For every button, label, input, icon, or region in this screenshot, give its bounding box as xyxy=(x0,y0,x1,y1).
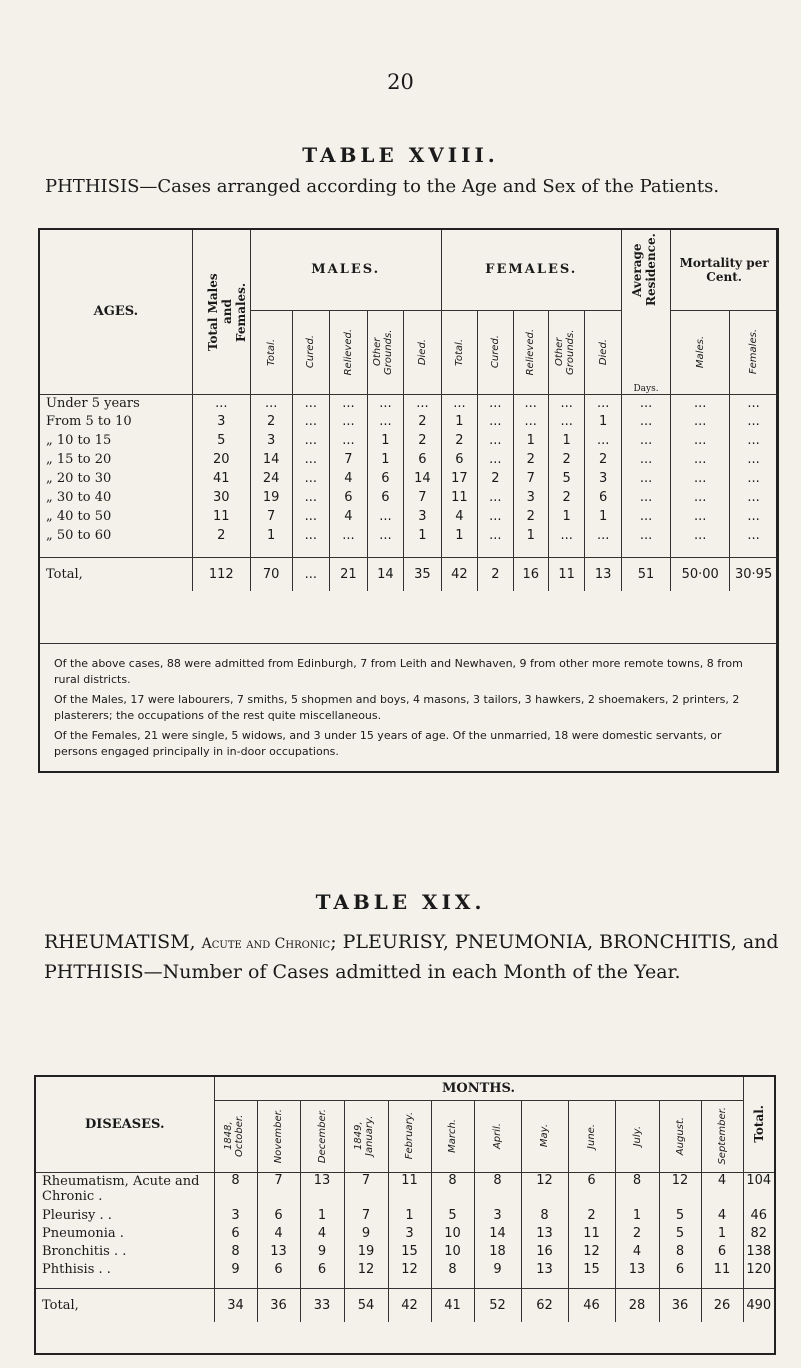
value-cell: 8 xyxy=(474,1172,521,1206)
value-cell: 30 xyxy=(192,488,250,507)
value-cell: 8 xyxy=(431,1172,474,1206)
f-total-header: Total. xyxy=(453,338,465,366)
disease-cell: Rheumatism, Acute and Chronic . xyxy=(36,1172,214,1206)
value-cell: ... xyxy=(330,526,368,545)
value-cell: ... xyxy=(621,431,670,450)
value-cell: ... xyxy=(250,394,292,412)
age-cell: „ 15 to 20 xyxy=(40,450,192,469)
table-row xyxy=(36,1242,774,1260)
value-cell: 2 xyxy=(513,507,548,526)
total-cell: ... xyxy=(292,557,330,591)
value-cell: ... xyxy=(671,488,730,507)
value-cell: 3 xyxy=(250,431,292,450)
value-cell: 1 xyxy=(300,1206,344,1224)
value-cell: ... xyxy=(367,394,403,412)
month-header: March. xyxy=(447,1119,458,1153)
total-cell: 41 xyxy=(431,1288,474,1322)
total-label: Total, xyxy=(40,557,192,591)
total-cell: 34 xyxy=(214,1288,257,1322)
table-18-grid xyxy=(40,230,777,591)
value-cell: 14 xyxy=(250,450,292,469)
total-cell: 16 xyxy=(513,557,548,591)
value-cell: ... xyxy=(747,528,760,543)
value-cell: 7 xyxy=(330,450,368,469)
f-cured-header: Cured. xyxy=(489,335,501,369)
value-cell: 1 xyxy=(585,412,621,431)
value-cell: 3 xyxy=(474,1206,521,1224)
m-other-header: Other Grounds. xyxy=(372,329,395,375)
value-cell: 19 xyxy=(250,488,292,507)
value-cell: ... xyxy=(671,450,730,469)
value-cell: 41 xyxy=(192,469,250,488)
value-cell: 3 xyxy=(404,507,442,526)
total-cell: 62 xyxy=(521,1288,568,1322)
value-cell: 1 xyxy=(513,431,548,450)
table-19-grid xyxy=(36,1077,774,1322)
table-row xyxy=(40,394,777,412)
value-cell: 6 xyxy=(300,1260,344,1278)
table-row-total xyxy=(40,557,777,591)
month-header: April. xyxy=(492,1122,503,1150)
value-cell: 11 xyxy=(388,1172,431,1206)
value-cell: 18 xyxy=(474,1242,521,1260)
age-cell: „ 10 to 15 xyxy=(40,431,192,450)
value-cell: ... xyxy=(548,412,584,431)
value-cell: 12 xyxy=(344,1260,388,1278)
value-cell: ... xyxy=(671,431,730,450)
diseases-header: DISEASES. xyxy=(36,1077,214,1172)
value-cell: 5 xyxy=(192,431,250,450)
total-cell: 36 xyxy=(659,1288,701,1322)
value-cell: 1 xyxy=(513,526,548,545)
total-cell: 42 xyxy=(388,1288,431,1322)
value-cell: 1 xyxy=(367,450,403,469)
value-cell: ... xyxy=(292,488,330,507)
value-cell: 12 xyxy=(568,1242,615,1260)
total-cell: 42 xyxy=(441,557,477,591)
value-cell: 6 xyxy=(659,1260,701,1278)
value-cell: 6 xyxy=(367,488,403,507)
age-cell: „ 50 to 60 xyxy=(40,526,192,545)
avg-residence-header: Average Residence. xyxy=(630,233,659,307)
value-cell: 1 xyxy=(367,431,403,450)
value-cell: 13 xyxy=(521,1224,568,1242)
value-cell: 8 xyxy=(431,1260,474,1278)
value-cell: 11 xyxy=(441,488,477,507)
value-cell: 4 xyxy=(615,1242,659,1260)
total-cell: 33 xyxy=(300,1288,344,1322)
table-row-total xyxy=(36,1288,774,1322)
table-19-title: TABLE XIX. xyxy=(315,890,486,914)
value-cell: ... xyxy=(478,431,513,450)
value-cell: 6 xyxy=(701,1242,743,1260)
total-cell: 14 xyxy=(367,557,403,591)
value-cell: ... xyxy=(747,395,760,411)
table-18 xyxy=(38,228,779,773)
value-cell: 2 xyxy=(548,488,584,507)
value-cell: ... xyxy=(478,526,513,545)
table-row xyxy=(40,431,777,450)
value-cell: 6 xyxy=(367,469,403,488)
table-row xyxy=(40,507,777,526)
mort-females-header: Females. xyxy=(748,329,760,375)
disease-cell: Pleurisy . . xyxy=(36,1206,214,1224)
value-cell: 4 xyxy=(441,507,477,526)
value-cell: 6 xyxy=(257,1260,300,1278)
value-cell: ... xyxy=(513,394,548,412)
value-cell: 7 xyxy=(344,1172,388,1206)
value-cell: ... xyxy=(367,526,403,545)
note-females: Of the Females, 21 were single, 5 widows, and 3 under 15 years of age. Of the unmarried, 18 were domestic servants, or persons engaged principally in in-door occupations. xyxy=(54,729,722,758)
females-header: FEMALES. xyxy=(441,230,621,310)
value-cell: ... xyxy=(671,394,730,412)
value-cell: ... xyxy=(747,490,760,505)
table-row xyxy=(36,1260,774,1278)
value-cell: 5 xyxy=(431,1206,474,1224)
age-cell: Under 5 years xyxy=(40,394,192,412)
age-cell: „ 20 to 30 xyxy=(40,469,192,488)
age-cell: „ 30 to 40 xyxy=(40,488,192,507)
value-cell: 8 xyxy=(659,1242,701,1260)
value-cell: ... xyxy=(478,412,513,431)
value-cell: ... xyxy=(513,412,548,431)
value-cell: 2 xyxy=(404,412,442,431)
value-cell: ... xyxy=(621,394,670,412)
table-row xyxy=(40,412,777,431)
table-row xyxy=(36,1224,774,1242)
value-cell: ... xyxy=(585,394,621,412)
value-cell: ... xyxy=(292,507,330,526)
value-cell: ... xyxy=(367,412,403,431)
value-cell: 13 xyxy=(615,1260,659,1278)
value-cell: ... xyxy=(747,509,760,524)
month-header: September. xyxy=(716,1107,728,1165)
value-cell: 15 xyxy=(568,1260,615,1278)
total-cell: 490 xyxy=(743,1288,774,1322)
value-cell: 1 xyxy=(585,507,621,526)
value-cell: ... xyxy=(671,526,730,545)
value-cell: 6 xyxy=(404,450,442,469)
page-number: 20 xyxy=(387,70,414,94)
value-cell: ... xyxy=(478,507,513,526)
value-cell: 14 xyxy=(404,469,442,488)
value-cell: 13 xyxy=(257,1242,300,1260)
total-cell: 52 xyxy=(474,1288,521,1322)
table-18-subtitle: PHTHISIS—Cases arranged according to the Age and Sex of the Patients. xyxy=(45,176,720,197)
value-cell: 6 xyxy=(585,488,621,507)
total-cell: 112 xyxy=(192,557,250,591)
value-cell: 1 xyxy=(388,1206,431,1224)
value-cell: 4 xyxy=(701,1206,743,1224)
value-cell: ... xyxy=(747,452,760,467)
value-cell: ... xyxy=(671,469,730,488)
value-cell: ... xyxy=(330,431,368,450)
value-cell: 7 xyxy=(250,507,292,526)
disease-cell: Phthisis . . xyxy=(36,1260,214,1278)
value-cell: ... xyxy=(585,431,621,450)
value-cell: 104 xyxy=(746,1172,772,1188)
value-cell: 12 xyxy=(388,1260,431,1278)
value-cell: 15 xyxy=(388,1242,431,1260)
value-cell: ... xyxy=(330,412,368,431)
value-cell: 8 xyxy=(615,1172,659,1206)
value-cell: 2 xyxy=(250,412,292,431)
m-died-header: Died. xyxy=(416,338,428,366)
value-cell: 5 xyxy=(659,1224,701,1242)
value-cell: 7 xyxy=(344,1206,388,1224)
age-cell: „ 40 to 50 xyxy=(40,507,192,526)
value-cell: ... xyxy=(621,488,670,507)
total-cell: 51 xyxy=(621,557,670,591)
total-cell: 46 xyxy=(568,1288,615,1322)
value-cell: 5 xyxy=(548,469,584,488)
table-row xyxy=(40,450,777,469)
value-cell: 5 xyxy=(659,1206,701,1224)
value-cell: 120 xyxy=(746,1261,772,1277)
value-cell: ... xyxy=(621,507,670,526)
value-cell: 1 xyxy=(441,412,477,431)
total-cell: 54 xyxy=(344,1288,388,1322)
value-cell: 8 xyxy=(214,1172,257,1206)
value-cell: 17 xyxy=(441,469,477,488)
month-header: December. xyxy=(316,1108,328,1164)
value-cell: 6 xyxy=(441,450,477,469)
value-cell: 3 xyxy=(214,1206,257,1224)
value-cell: 1 xyxy=(701,1224,743,1242)
value-cell: 10 xyxy=(431,1242,474,1260)
total-cell: 13 xyxy=(585,557,621,591)
value-cell: 1 xyxy=(441,526,477,545)
table-19-subtitle: RHEUMATISM, Acute and Chronic; PLEURISY, PNEUMONIA, BRONCHITIS, and PHTHISIS—Number of Cases admitted in each Month of the Year. xyxy=(44,931,779,983)
value-cell: ... xyxy=(192,394,250,412)
value-cell: 1 xyxy=(548,431,584,450)
value-cell: ... xyxy=(585,526,621,545)
value-cell: ... xyxy=(747,471,760,486)
month-header: July. xyxy=(631,1125,643,1147)
value-cell: 16 xyxy=(521,1242,568,1260)
value-cell: 20 xyxy=(192,450,250,469)
value-cell: ... xyxy=(548,394,584,412)
total-cell: 35 xyxy=(404,557,442,591)
value-cell: 11 xyxy=(701,1260,743,1278)
males-header: MALES. xyxy=(250,230,441,310)
value-cell: ... xyxy=(292,450,330,469)
value-cell: 9 xyxy=(300,1242,344,1260)
value-cell: 1 xyxy=(250,526,292,545)
value-cell: 10 xyxy=(431,1224,474,1242)
disease-cell: Pneumonia . xyxy=(36,1224,214,1242)
total-cell: 36 xyxy=(257,1288,300,1322)
total-cell: 30·95 xyxy=(730,557,777,591)
ages-header: AGES. xyxy=(40,230,192,394)
value-cell: 3 xyxy=(513,488,548,507)
value-cell: 9 xyxy=(214,1260,257,1278)
total-cell: 28 xyxy=(615,1288,659,1322)
value-cell: 2 xyxy=(441,431,477,450)
value-cell: ... xyxy=(671,412,730,431)
value-cell: ... xyxy=(292,394,330,412)
value-cell: ... xyxy=(548,526,584,545)
value-cell: 11 xyxy=(192,507,250,526)
value-cell: 6 xyxy=(568,1172,615,1206)
table-row xyxy=(40,526,777,545)
table-18-notes xyxy=(40,643,777,764)
total-label: Total, xyxy=(36,1288,214,1322)
value-cell: ... xyxy=(330,394,368,412)
table-row xyxy=(40,469,777,488)
month-header: June. xyxy=(586,1123,597,1149)
value-cell: ... xyxy=(621,412,670,431)
value-cell: 12 xyxy=(659,1172,701,1206)
value-cell: 2 xyxy=(585,450,621,469)
value-cell: 2 xyxy=(478,469,513,488)
value-cell: 2 xyxy=(513,450,548,469)
value-cell: 6 xyxy=(330,488,368,507)
total-mf-header: Total Males and Females. xyxy=(206,272,249,351)
total-header: Total. xyxy=(751,1105,766,1144)
value-cell: 2 xyxy=(192,526,250,545)
note-males: Of the Males, 17 were labourers, 7 smiths, 5 shopmen and boys, 4 masons, 3 tailors, 3 hawkers, 2 shoemakers, 2 printers, 2 plasterers; the occupations of the rest quite miscellaneous. xyxy=(54,693,740,722)
value-cell: 3 xyxy=(585,469,621,488)
value-cell: ... xyxy=(621,526,670,545)
month-header: 1849, January. xyxy=(353,1115,375,1157)
value-cell: ... xyxy=(367,507,403,526)
value-cell: 24 xyxy=(250,469,292,488)
value-cell: 2 xyxy=(404,431,442,450)
m-cured-header: Cured. xyxy=(305,335,317,369)
value-cell: 19 xyxy=(344,1242,388,1260)
value-cell: 13 xyxy=(521,1260,568,1278)
value-cell: 3 xyxy=(388,1224,431,1242)
value-cell: ... xyxy=(671,507,730,526)
table-18-title: TABLE XVIII. xyxy=(302,143,499,167)
value-cell: 9 xyxy=(344,1224,388,1242)
f-relieved-header: Relieved. xyxy=(525,328,537,376)
value-cell: 4 xyxy=(300,1224,344,1242)
table-row xyxy=(36,1206,774,1224)
value-cell: ... xyxy=(478,394,513,412)
total-cell: 11 xyxy=(548,557,584,591)
table-19 xyxy=(34,1075,776,1355)
table-row xyxy=(36,1172,774,1206)
value-cell: ... xyxy=(621,450,670,469)
value-cell: 82 xyxy=(750,1225,768,1241)
m-relieved-header: Relieved. xyxy=(342,328,354,376)
f-died-header: Died. xyxy=(597,338,609,366)
mortality-header: Mortality per Cent. xyxy=(671,230,777,310)
mort-males-header: Males. xyxy=(694,335,706,369)
value-cell: ... xyxy=(747,414,760,429)
value-cell: ... xyxy=(292,412,330,431)
value-cell: 1 xyxy=(404,526,442,545)
value-cell: 8 xyxy=(214,1242,257,1260)
value-cell: 4 xyxy=(257,1224,300,1242)
value-cell: 138 xyxy=(746,1243,772,1259)
value-cell: 46 xyxy=(750,1207,768,1223)
m-total-header: Total. xyxy=(265,338,277,366)
total-cell: 21 xyxy=(330,557,368,591)
value-cell: 3 xyxy=(192,412,250,431)
value-cell: ... xyxy=(292,526,330,545)
value-cell: ... xyxy=(747,433,760,448)
total-cell: 2 xyxy=(478,557,513,591)
value-cell: ... xyxy=(621,469,670,488)
f-other-header: Other Grounds. xyxy=(553,329,576,375)
month-header: February. xyxy=(404,1112,415,1160)
month-header: 1848, October. xyxy=(222,1114,245,1158)
value-cell: ... xyxy=(478,450,513,469)
value-cell: 7 xyxy=(257,1172,300,1206)
value-cell: 6 xyxy=(257,1206,300,1224)
value-cell: 7 xyxy=(513,469,548,488)
value-cell: 2 xyxy=(568,1206,615,1224)
total-cell: 26 xyxy=(701,1288,743,1322)
note-origin: Of the above cases, 88 were admitted from Edinburgh, 7 from Leith and Newhaven, 9 from other more remote towns, 8 from rural districts. xyxy=(54,657,743,686)
month-header: May. xyxy=(539,1124,550,1148)
days-header: Days. xyxy=(621,310,670,394)
month-header: August. xyxy=(674,1116,686,1156)
value-cell: 2 xyxy=(548,450,584,469)
age-cell: From 5 to 10 xyxy=(40,412,192,431)
value-cell: 6 xyxy=(214,1224,257,1242)
value-cell: 9 xyxy=(474,1260,521,1278)
value-cell: 4 xyxy=(330,469,368,488)
table-row xyxy=(40,488,777,507)
value-cell: 4 xyxy=(701,1172,743,1206)
value-cell: ... xyxy=(404,394,442,412)
value-cell: 7 xyxy=(404,488,442,507)
value-cell: 2 xyxy=(615,1224,659,1242)
value-cell: 1 xyxy=(548,507,584,526)
total-cell: 70 xyxy=(250,557,292,591)
value-cell: 12 xyxy=(521,1172,568,1206)
value-cell: 13 xyxy=(300,1172,344,1206)
total-cell: 50·00 xyxy=(671,557,730,591)
disease-cell: Bronchitis . . xyxy=(36,1242,214,1260)
value-cell: 4 xyxy=(330,507,368,526)
months-header: MONTHS. xyxy=(214,1077,743,1100)
value-cell: ... xyxy=(292,431,330,450)
value-cell: 1 xyxy=(615,1206,659,1224)
month-header: November. xyxy=(273,1108,284,1164)
value-cell: 11 xyxy=(568,1224,615,1242)
value-cell: ... xyxy=(292,469,330,488)
value-cell: ... xyxy=(478,488,513,507)
value-cell: 8 xyxy=(521,1206,568,1224)
value-cell: 14 xyxy=(474,1224,521,1242)
value-cell: ... xyxy=(441,394,477,412)
